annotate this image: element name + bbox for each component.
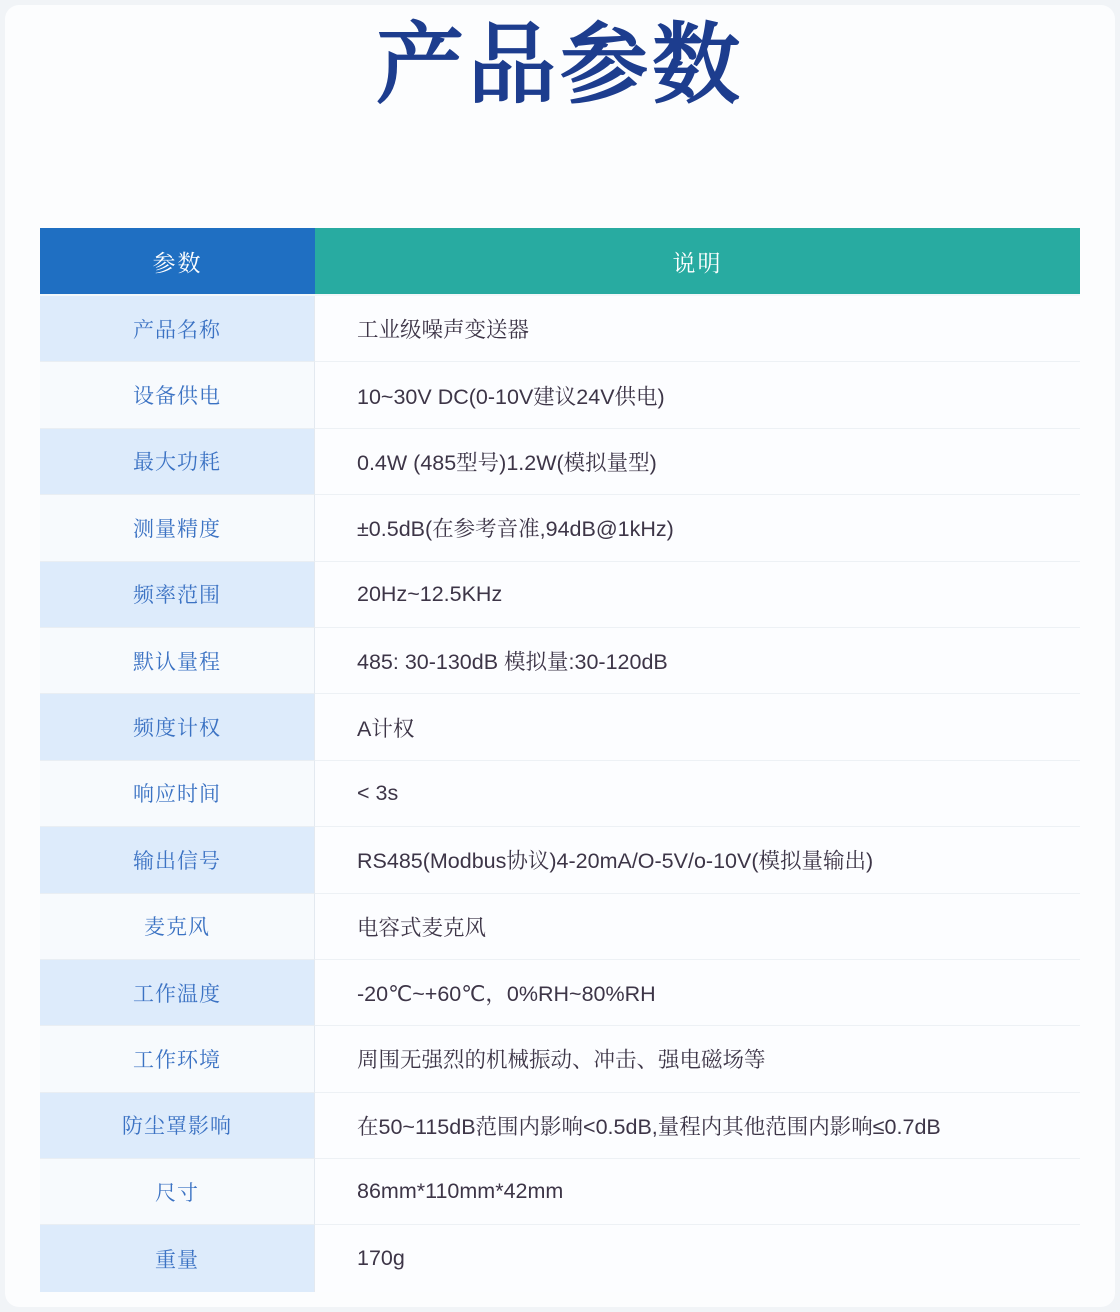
- param-cell: 重量: [40, 1225, 315, 1291]
- desc-cell: 0.4W (485型号)1.2W(模拟量型): [315, 429, 1080, 495]
- desc-cell: 工业级噪声变送器: [315, 296, 1080, 362]
- table-row: [40, 960, 1080, 1026]
- param-cell: 工作环境: [40, 1026, 315, 1092]
- desc-cell: 在50~115dB范围内影响<0.5dB,量程内其他范围内影响≤0.7dB: [315, 1093, 1080, 1159]
- param-cell: 尺寸: [40, 1159, 315, 1225]
- table-row: [40, 761, 1080, 827]
- param-cell: 工作温度: [40, 960, 315, 1026]
- desc-cell: 170g: [315, 1225, 1080, 1291]
- param-cell: 设备供电: [40, 362, 315, 428]
- table-header-param: 参数: [40, 228, 315, 296]
- table-row: [40, 1225, 1080, 1291]
- param-cell: 最大功耗: [40, 429, 315, 495]
- desc-cell: < 3s: [315, 761, 1080, 827]
- table-row: [40, 362, 1080, 428]
- desc-cell: 10~30V DC(0-10V建议24V供电): [315, 362, 1080, 428]
- param-cell: 测量精度: [40, 495, 315, 561]
- desc-cell: 20Hz~12.5KHz: [315, 562, 1080, 628]
- desc-cell: 周围无强烈的机械振动、冲击、强电磁场等: [315, 1026, 1080, 1092]
- table-row: [40, 1093, 1080, 1159]
- param-cell: 输出信号: [40, 827, 315, 893]
- desc-cell: ±0.5dB(在参考音准,94dB@1kHz): [315, 495, 1080, 561]
- table-row: [40, 694, 1080, 760]
- page-card: [5, 5, 1115, 1307]
- param-cell: 防尘罩影响: [40, 1093, 315, 1159]
- table-header-row: [40, 228, 1080, 296]
- table-row: [40, 296, 1080, 362]
- param-cell: 频率范围: [40, 562, 315, 628]
- table-row: [40, 1159, 1080, 1225]
- table-body: [40, 296, 1080, 1292]
- desc-cell: 86mm*110mm*42mm: [315, 1159, 1080, 1225]
- page-title: 产品参数: [375, 15, 744, 114]
- table-row: [40, 495, 1080, 561]
- param-cell: 频度计权: [40, 694, 315, 760]
- table-row: [40, 1026, 1080, 1092]
- param-cell: 麦克风: [40, 894, 315, 960]
- table-row: [40, 628, 1080, 694]
- table-row: [40, 429, 1080, 495]
- desc-cell: RS485(Modbus协议)4-20mA/O-5V/o-10V(模拟量输出): [315, 827, 1080, 893]
- param-cell: 响应时间: [40, 761, 315, 827]
- desc-cell: 电容式麦克风: [315, 894, 1080, 960]
- table-row: [40, 827, 1080, 893]
- param-cell: 产品名称: [40, 296, 315, 362]
- table-header-desc: 说明: [315, 228, 1080, 296]
- desc-cell: A计权: [315, 694, 1080, 760]
- param-cell: 默认量程: [40, 628, 315, 694]
- table-row: [40, 894, 1080, 960]
- desc-cell: -20℃~+60℃，0%RH~80%RH: [315, 960, 1080, 1026]
- product-spec-table: [40, 228, 1080, 1292]
- table-row: [40, 562, 1080, 628]
- desc-cell: 485: 30-130dB 模拟量:30-120dB: [315, 628, 1080, 694]
